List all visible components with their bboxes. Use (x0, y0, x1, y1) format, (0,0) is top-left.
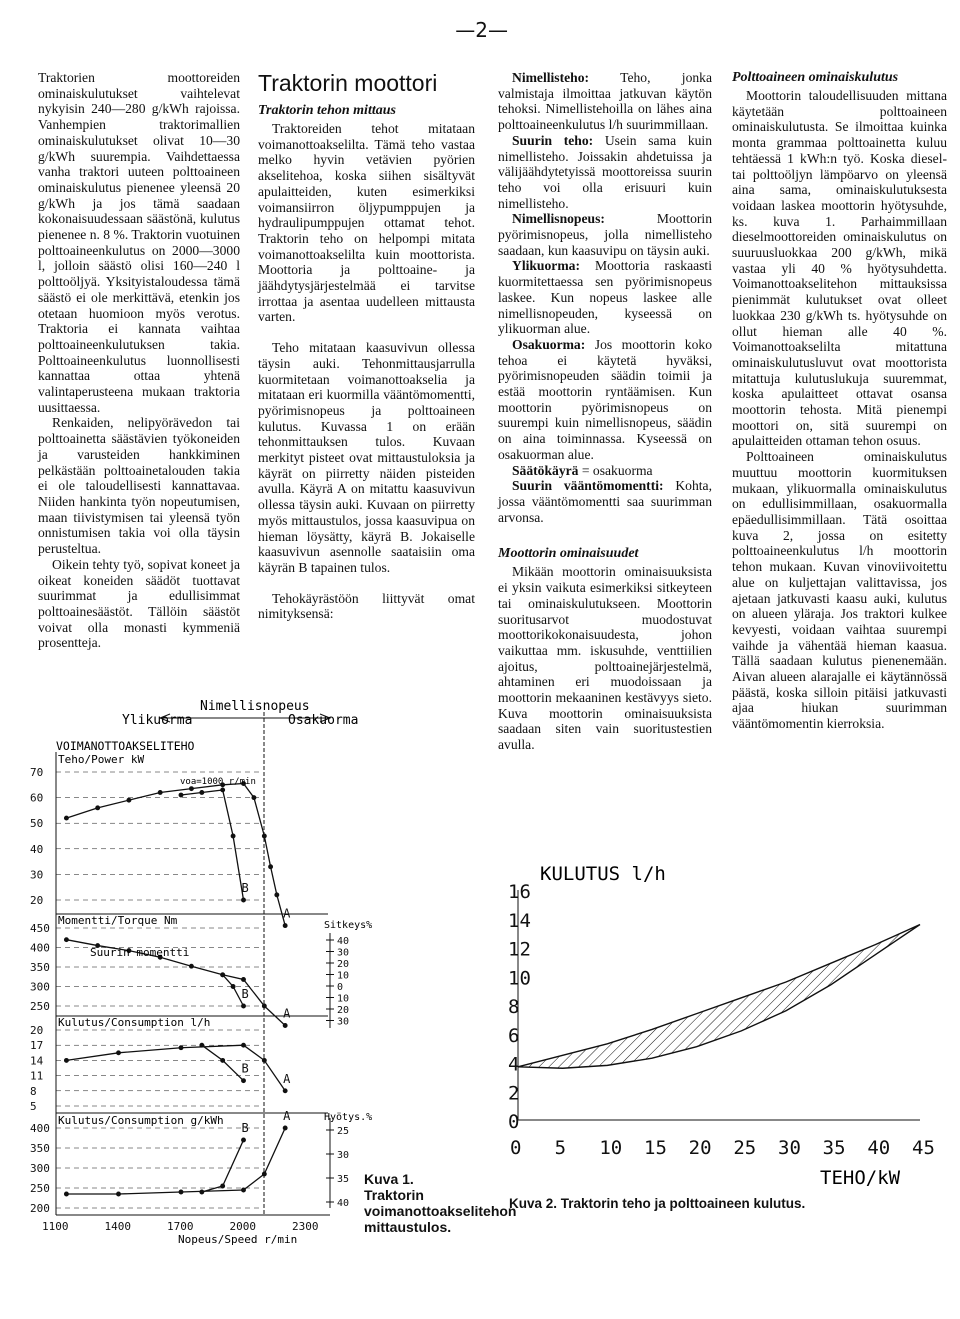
curve-A (66, 1045, 285, 1091)
sitkeys-tick-label: 30 (337, 1016, 350, 1028)
column-3 (498, 70, 712, 753)
label-osakuorma: Osakuorma (288, 713, 359, 728)
x-tick-label: 45 (912, 1137, 935, 1159)
sitkeys-tick-label: 0 (337, 982, 344, 993)
x-tick-label: 1100 (42, 1220, 69, 1233)
term-text: Moottorin pyörimisnopeus, jolla nimellisteho saadaan, kun kaasuvipu on täysin auki. (498, 211, 712, 258)
y-tick-label: 20 (30, 894, 44, 907)
sitkeys-label: Sitkeys% (324, 920, 373, 931)
hyotysuhde-label: Hyötys.% (324, 1112, 373, 1123)
definition (498, 337, 712, 463)
paragraph: Moottorin taloudellisuuden mittana käytetään polttoaineen ominaiskulutusta. Se ilmoittaa kuinka monta grammaa polttoainetta kuluu tehtäessä 1 kWh:n työ. Koska diesel- tai polttoöljyn lämpöarvo on yleensä aina sama, ominaiskulutuksesta voidaan laskea moottorin hyötysuhde, ks. kuva 1. Parhaimmillaan dieselmoottoreiden ominaiskulutus on suuruusluokkaa 200 g/kWh, mikä vastaa yli 40 % hyötysuhdetta. Voimanottoakselitehon mittauksissa pienimmät kulutukset ovat olleet luokkaa 230 g/kWh ts. hyötysuhde on ollut hieman alle 40 %. Voimanottoakselilta mitattuna ominaiskulutusluvut ovat moottorista mitattuja kulutuslukuja suuremmat, koska apulaitteet ottavat osansa moottorin tehosta. Mitä pienempi moottori on, sitä suurempi on apulaitteiden ottaman tehon osuus. (732, 88, 947, 449)
y-tick-label: 400 (30, 941, 50, 955)
y-tick-label: 5 (30, 1100, 37, 1113)
data-point (263, 834, 267, 838)
x-tick-label: 0 (510, 1137, 522, 1159)
data-point (242, 978, 246, 982)
x-tick-label: 1400 (104, 1220, 131, 1233)
data-point (263, 1172, 267, 1176)
paragraph: Traktoreiden tehot mitataan voimanottoakselilta. Tämä teho vastaa melko hyvin vetävien pyörien akselitehoa, koska siihen sisältyvät apulaitteiden, kuten esimerkiksi voimansiirron öljypumppujen ja hydraulipumppujen ottamat tehot. Traktorin teho on helpompi mitata voimanottoakselilta kuin moottorista. Moottoria ja polttoaine- ja jäähdytysjärjestelmää ei tarvitse irrottaa ja asentaa uudelleen mittausta varten. (258, 121, 475, 325)
data-point (283, 1024, 287, 1028)
data-point (283, 924, 287, 928)
term: Osakuorma: (512, 336, 586, 352)
x-tick-label: 20 (688, 1137, 712, 1159)
term: Ylikuorma: (512, 258, 580, 274)
max-torque-label: Suurin momentti (90, 946, 190, 959)
y-tick-label: 300 (30, 980, 50, 994)
data-point (96, 806, 100, 810)
y-tick-label: 60 (30, 791, 44, 805)
column-2 (258, 70, 475, 622)
x-tick-label: 35 (822, 1137, 846, 1159)
definition (498, 478, 712, 525)
x-tick-label: 1700 (167, 1220, 194, 1233)
data-point (65, 1192, 69, 1196)
data-point (127, 798, 131, 802)
sitkeys-tick-label: 20 (337, 1005, 350, 1016)
page-number: — 2 — (455, 18, 508, 42)
section-subtitle: Traktorin tehon mittaus (258, 103, 396, 118)
data-point (179, 1046, 183, 1050)
label-nimellisnopeus: Nimellisnopeus (200, 699, 310, 714)
series-label-B: B (241, 1061, 249, 1076)
series-label-B: B (241, 1121, 249, 1135)
sitkeys-tick-label: 30 (337, 947, 350, 959)
figure-1-chart (30, 688, 373, 1248)
term: Suurin teho: (512, 132, 594, 148)
y-tick-label: 20 (30, 1024, 44, 1037)
data-point (242, 898, 246, 902)
term-text: = osakuorma (578, 462, 653, 478)
data-point (158, 791, 162, 795)
y-tick-label: 450 (30, 922, 50, 935)
sitkeys-tick-label: 10 (337, 993, 350, 1005)
data-point (65, 938, 69, 942)
y-tick-label: 350 (30, 1142, 50, 1155)
y-tick-label: 12 (508, 938, 531, 961)
series-label-B: B (241, 987, 249, 1001)
term-text: Moottoria raskaasti kuormitettaessa sen pyörimisnopeus laskee. Kun nopeus laskee alle nimellisnopeuden, kyseessä on ylikuorman alue. (498, 258, 712, 337)
series-label-A: A (283, 1071, 291, 1086)
y-tick-label: 10 (508, 967, 531, 990)
data-point (231, 985, 235, 989)
data-point (190, 787, 194, 791)
label-ylikuorma: Ylikuorma (122, 713, 193, 728)
paragraph: Teho mitataan kaasuvivun ollessa täysin auki. Tehonmittausjarrulla kuormitetaan voimanottoakselia ja mitataan eri kuormilla vääntömomentti, pyörimisnopeus ja polttoaineen kulutus. Kuvassa 1 on erään tehonmittauksen tulos. Kuvaan merkityt pisteet ovat mittaustuloksia ja käyrät on piirretty näiden pisteiden avulla. Käyrä A on mitattu kaasuvivun ollessa täysin auki. Kuvaan on piirretty myös mittaustulos, jossa kaasuvipua on hieman löysätty, käyrä B. Jokaiselle kaasuvivun asennolle saataisiin oma käyrän B tapainen tulos. (258, 340, 475, 575)
data-point (65, 816, 69, 820)
y-tick-label: 250 (30, 1000, 50, 1013)
data-point (242, 1079, 246, 1083)
curve-B (202, 1045, 244, 1080)
data-point (179, 793, 183, 797)
paragraph: Mikään moottorin ominaisuuksista ei yksin vaikuta esimerkiksi sitkeyteen tai ominaiskulutukseen. Moottorin suoritusarvot muodostuvat moottorikokonaisuudesta, johon vaikuttaa mm. iskusuhde, venttiilien ajoitus, polttoainejärjestelmä, ahtaminen eri muodoissaan ja moottorin mekaaninen kestävyys sieto. Kuva moottorin ominaisuuksista saadaan siten vain suoritustestien avulla. (498, 564, 712, 753)
paragraph: Polttoaineen ominaiskulutus muuttuu moottorin kuormituksen mukaan, ylikuormalla ominaiskulutus on edullisimmillaan, osakuormalla epäedullisimmillaan. Tätä osoittaa kuva 2, jossa on esitetty polttoaineenkulutus l/h moottorin tehon mukaan. Kuvan vinoviivoitettu alue on kuljettajan valittavissa, jos ajetaan jatkuvasti kaasu auki, kulutus on alueen yläraja. Jos traktori kulkee kevyesti, voidaan vaihtaa suurempi vaihde ja vähentää hieman kaasua. Tällä saadaan kulutus pienenemään. Aivan alueen alarajalle ei käytännössä päästä, koska silloin pitäisi jatkuvasti ajaa hiukan suurimman vääntömomentin kierroksia. (732, 449, 947, 732)
sitkeys-tick-label: 10 (337, 970, 350, 982)
x-tick-label: 15 (644, 1137, 667, 1159)
y-tick-label: 30 (30, 868, 44, 882)
x-tick-label: 10 (599, 1137, 623, 1159)
fig2-xlabel: TEHO/kW (820, 1167, 901, 1189)
y-tick-label: 350 (30, 961, 50, 974)
column-1 (38, 70, 240, 651)
y-tick-label: 0 (508, 1111, 520, 1133)
paragraph: Renkaiden, nelipyörävedon tai polttoainetta säästävien työkoneiden ja varusteiden hankkiminen pelkästään polttoainetalouden takia ei ole taloudellisesti kannattavaa. Niiden hankinta työn nopeutumisen, maan tiivistymisen tai yleensä työn onnistumisen takia voi olla täysin perusteltua. (38, 415, 240, 557)
data-point (221, 1059, 225, 1063)
data-point (117, 1192, 121, 1196)
definition (498, 211, 712, 258)
data-point (179, 1190, 183, 1194)
term: Suurin vääntömomentti: (512, 478, 664, 494)
y-tick-label: 2 (508, 1082, 520, 1105)
term: Nimellisteho: (512, 70, 590, 85)
y-tick-label: 250 (30, 1182, 50, 1195)
y-tick-label: 11 (30, 1069, 44, 1083)
curve-B (181, 790, 244, 900)
x-tick-label: 30 (778, 1137, 801, 1159)
curve-A (66, 1128, 285, 1194)
data-point (242, 1043, 246, 1047)
consumption-lh-label: Kulutus/Consumption l/h (58, 1016, 211, 1029)
y-tick-label: 6 (508, 1024, 520, 1047)
data-point (117, 1051, 121, 1055)
power-title: VOIMANOTTOAKSELITEHO (56, 739, 195, 753)
data-point (252, 796, 256, 800)
hyotysuhde-tick-label: 35 (337, 1174, 350, 1185)
term-text: Usein sama kuin nimellisteho. Joissakin ahdetuissa ja välijäähdytetyissä moottoreissa suurin teho voi olla erisuuri kuin nimellisteho. (498, 132, 712, 211)
definition (498, 258, 712, 337)
section-subtitle: Moottorin ominaisuudet (498, 546, 639, 562)
paragraph: Traktorien moottoreiden ominaiskulutukset vaihtelevat nykyisin 240—280 g/kWh rajoissa. Vanhempien traktorimallien ominaiskulutukset olivat 10—30 g/kWh suurempia. Vaihdettaessa vanha traktori uuteen polttoaineen ominaiskulutus pienenee yleensä 20 g/kWh ja jos tämä saadaan kokonaisuudessaan säästönä, kulutus pienenee n. 8 %. Traktorin vuotuinen polttoaineenkulutus on 2000—3000 l, jolloin säästö olisi 160—240 l polttoöljyä. Yksityistaloudessa tämä säästö ei ole merkittävä, etenkin jos otetaan huomioon myös verotus. Traktoria ei kannata vaihtaa polttoaineenkulutuksen takia. Polttoaineenkulutus luonnollisesti kannattaa ottaa yhtenä valintaperusteena mukaan traktoria uusittaessa. (38, 70, 240, 415)
curve-A (66, 784, 285, 926)
y-tick-label: 300 (30, 1162, 50, 1175)
data-point (221, 788, 225, 792)
data-point (65, 1059, 69, 1063)
data-point (221, 973, 225, 977)
definition (498, 463, 712, 479)
y-tick-label: 14 (30, 1054, 44, 1068)
x-tick-label: 40 (867, 1137, 891, 1159)
data-point (200, 1190, 204, 1194)
term-text: Kohta, jossa vääntömomentti saa suurimman arvonsa. (498, 478, 712, 525)
data-point (263, 1059, 267, 1063)
x-axis-label: Nopeus/Speed r/min (178, 1233, 298, 1246)
series-label-B: B (241, 881, 249, 895)
term-text: Teho, jonka valmistaja ilmoittaa jatkuvan käytön tehoksi. Nimellistehoilla on lähes aina polttoaineenkulutus l/h suurimmillaan. (498, 70, 712, 133)
data-point (269, 865, 273, 869)
figure-2-chart (500, 858, 945, 1188)
figure-2-caption: Kuva 2. Traktorin teho ja polttoaineen kulutus. (509, 1196, 806, 1211)
data-point (283, 1089, 287, 1093)
y-tick-label: 8 (30, 1084, 37, 1098)
y-tick-label: 400 (30, 1122, 50, 1135)
y-tick-label: 70 (30, 766, 44, 779)
y-tick-label: 50 (30, 817, 44, 831)
paragraph: Tehokäyrästöön liittyvät omat nimityksensä: (258, 590, 475, 622)
curve-B (223, 975, 244, 1006)
x-tick-label: 5 (554, 1137, 567, 1159)
data-point (242, 1188, 246, 1192)
y-tick-label: 17 (30, 1039, 44, 1053)
x-tick-label: 25 (733, 1137, 757, 1159)
fig2-title: KULUTUS l/h (540, 863, 666, 885)
hyotysuhde-tick-label: 40 (337, 1198, 350, 1209)
term: Nimellisnopeus: (512, 211, 605, 227)
torque-label: Momentti/Torque Nm (58, 914, 178, 927)
section-subtitle: Polttoaineen ominaiskulutus (732, 70, 899, 85)
definition (498, 133, 712, 212)
series-label-A: A (283, 1006, 291, 1021)
y-tick-label: 14 (508, 909, 531, 932)
figure-1-caption: Kuva 1. Traktorin voimanottoakselitehon mittaustulos. (364, 1171, 517, 1235)
data-point (221, 1184, 225, 1188)
x-tick-label: 2000 (229, 1220, 256, 1233)
consumption-gkwh-label: Kulutus/Consumption g/kWh (58, 1114, 224, 1127)
y-tick-label: 4 (508, 1053, 520, 1076)
voa-label: voa=1000 r/min (180, 777, 256, 787)
y-tick-label: 16 (508, 881, 531, 903)
hyotysuhde-tick-label: 25 (337, 1126, 350, 1137)
section-title: Traktorin moottori (258, 70, 438, 96)
sitkeys-tick-label: 20 (337, 959, 350, 970)
term: Säätökäyrä (512, 462, 579, 478)
data-point (200, 791, 204, 795)
data-point (275, 893, 279, 897)
column-4 (732, 70, 947, 732)
data-point (283, 1126, 287, 1130)
data-point (242, 1138, 246, 1142)
sitkeys-tick-label: 40 (337, 936, 350, 947)
definition (498, 70, 712, 133)
term-text: Jos moottorin koko tehoa ei käytetä hyväksi, pyörimisnopeuden säädin toimii ja estää moottorin ryntäämisen. Kun moottorin pyörimisnopeus on suurempi kuin nimellisnopeus, säädin on aina toiminnassa. Kyseessä on osakuorman alue. (498, 336, 712, 462)
consumption-area (518, 925, 920, 1069)
series-label-A: A (283, 906, 291, 921)
data-point (190, 964, 194, 968)
y-tick-label: 40 (30, 842, 44, 856)
data-point (263, 1004, 267, 1008)
data-point (200, 1043, 204, 1047)
x-tick-label: 2300 (292, 1220, 319, 1233)
data-point (242, 1004, 246, 1008)
data-point (231, 834, 235, 838)
y-tick-label: 200 (30, 1202, 50, 1215)
hyotysuhde-tick-label: 30 (337, 1150, 350, 1161)
y-tick-label: 8 (508, 996, 520, 1018)
series-label-A: A (283, 1109, 291, 1123)
power-label: Teho/Power kW (58, 753, 145, 766)
paragraph: Oikein tehty työ, sopivat koneet ja oikeat koneiden säädöt tuottavat suurimmat ja edullisimmat polttoainesäästöt. Tällöin säästöt voivat olla monasti kymmeniä prosentteja. (38, 556, 240, 651)
